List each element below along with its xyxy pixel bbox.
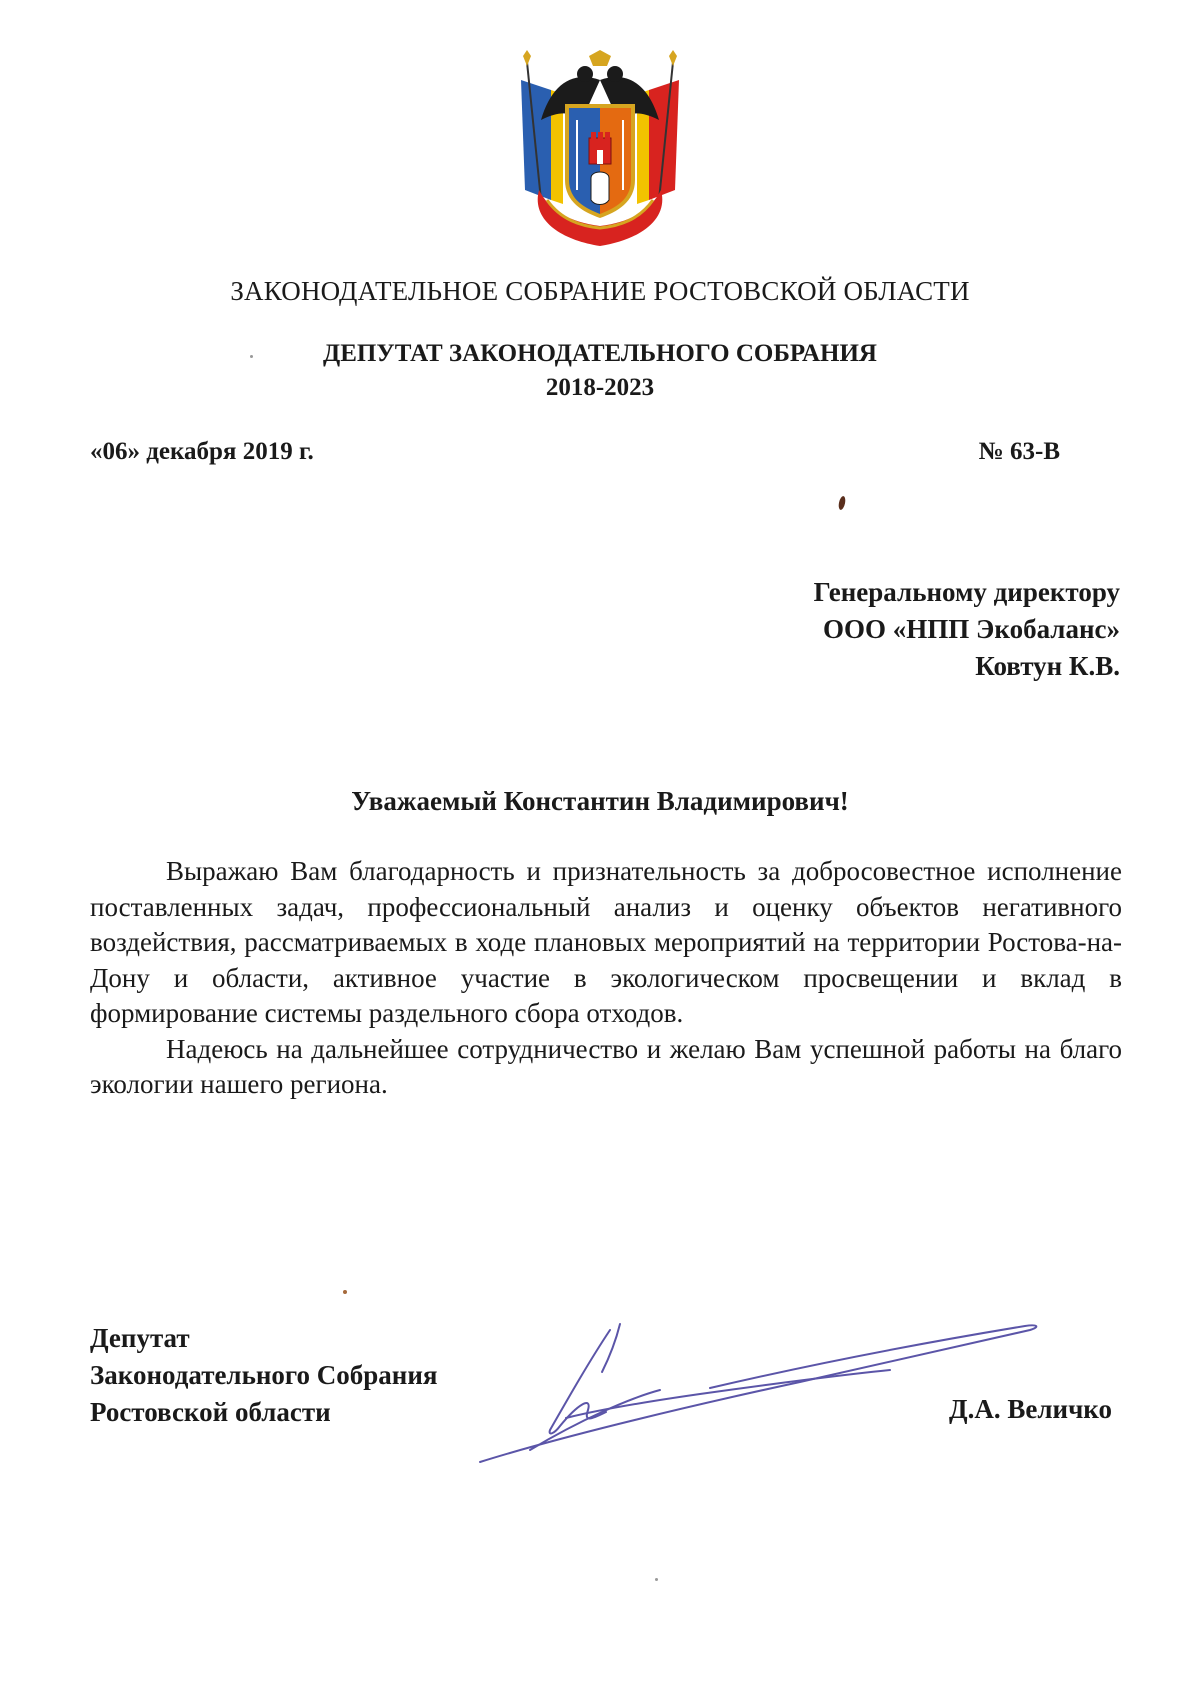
organization-name: ЗАКОНОДАТЕЛЬНОЕ СОБРАНИЕ РОСТОВСКОЙ ОБЛАСТИ xyxy=(230,276,970,306)
handwritten-signature xyxy=(470,1300,1050,1470)
paper-speck xyxy=(655,1578,658,1581)
signatory-title-line: Законодательного Собрания xyxy=(90,1360,438,1390)
deputy-title-block xyxy=(0,337,1200,405)
body-paragraph: Надеюсь на дальнейшее сотрудничество и желаю Вам успешной работы на благо экологии нашего региона. xyxy=(90,1033,1122,1099)
deputy-title: ДЕПУТАТ ЗАКОНОДАТЕЛЬНОГО СОБРАНИЯ xyxy=(323,340,877,367)
body-paragraph: Выражаю Вам благодарность и признательность за добросовестное исполнение поставленных задач, профессиональный анализ и оценку объектов негативного воздействия, рассматриваемых в ходе плановых мероприятий на территории Ростова-на-Дону и области, активное участие в экологическом просвещении и вклад в формирование системы раздельного сбора отходов. xyxy=(90,856,1122,1028)
signatory-name: Д.А. Величко xyxy=(949,1394,1112,1424)
letter-number: № 63-В xyxy=(978,438,1060,465)
recipient-block xyxy=(814,574,1120,685)
signatory-title-line: Ростовской области xyxy=(90,1397,331,1427)
term-years: 2018-2023 xyxy=(545,374,655,401)
recipient-company: ООО «НПП Экобаланс» xyxy=(823,614,1120,644)
letter-date: «06» декабря 2019 г. xyxy=(90,438,314,465)
recipient-position: Генеральному директору xyxy=(813,577,1120,607)
paper-speck xyxy=(250,355,253,358)
coat-of-arms-icon xyxy=(511,50,689,250)
signatory-title-line: Депутат xyxy=(90,1323,190,1353)
recipient-name: Ковтун К.В. xyxy=(975,651,1120,681)
paper-speck xyxy=(343,1290,347,1294)
salutation: Уважаемый Константин Владимирович! xyxy=(351,786,849,816)
signatory-title xyxy=(90,1320,438,1431)
ink-mark xyxy=(838,496,847,511)
letter-body xyxy=(90,854,1122,1103)
